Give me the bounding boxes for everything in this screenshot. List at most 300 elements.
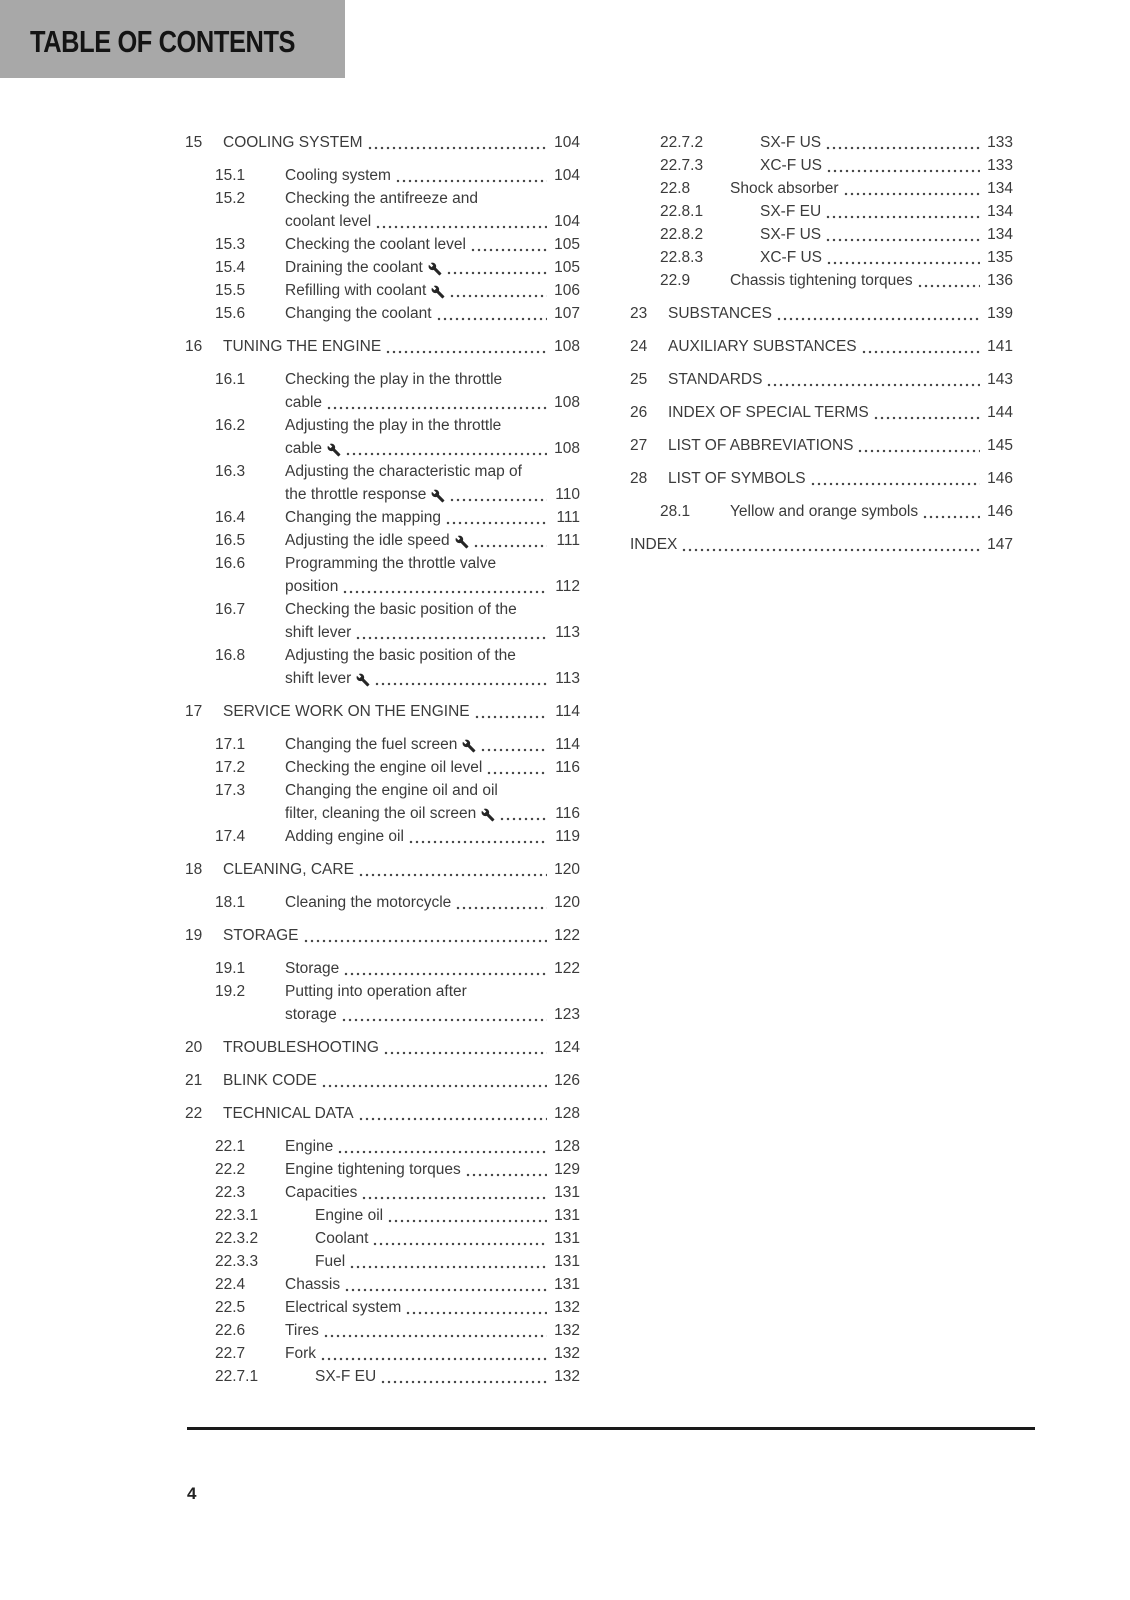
toc-entry-last-line [223, 131, 580, 154]
toc-entry-last-line [285, 1158, 580, 1181]
toc-entry-body [730, 269, 1013, 292]
toc-entry-last-line [315, 1365, 580, 1388]
dotted-leader [405, 1311, 547, 1315]
dotted-leader [449, 294, 547, 298]
dotted-leader [337, 1150, 547, 1154]
toc-entry [185, 414, 580, 460]
toc-entry-number: 27 [630, 437, 648, 454]
toc-entry [185, 529, 580, 552]
toc-entry-page: 104 [554, 167, 580, 184]
toc-entry-body [223, 335, 580, 358]
toc-entry-title-line: STORAGE [223, 927, 299, 944]
toc-entry-number: 17 [185, 703, 203, 720]
toc-entry-number: 22.4 [215, 1276, 246, 1293]
toc-entry-last-line [760, 223, 1013, 246]
toc-entry-body [285, 1319, 580, 1342]
toc-entry-title-line: Adjusting the idle speed [285, 532, 450, 549]
toc-entry-page: 136 [987, 272, 1013, 289]
wrench-icon [356, 673, 370, 687]
toc-entry-number: 22.3 [215, 1184, 246, 1201]
page-title: TABLE OF CONTENTS [30, 24, 296, 59]
toc-entry [630, 467, 1013, 490]
toc-entry [185, 1036, 580, 1059]
toc-entry [185, 825, 580, 848]
toc-entry-title-line: STANDARDS [668, 371, 763, 388]
toc-entry-title-line: BLINK CODE [223, 1072, 317, 1089]
toc-entry [185, 733, 580, 756]
toc-entry-number: 18 [185, 861, 203, 878]
toc-entry [185, 957, 580, 980]
toc-entry-last-line [668, 401, 1013, 424]
dotted-leader [825, 238, 980, 242]
toc-entry-title-line: SUBSTANCES [668, 305, 772, 322]
toc-entry [630, 302, 1013, 325]
toc-entry-title-line: LIST OF ABBREVIATIONS [668, 437, 854, 454]
toc-entry-body [285, 279, 580, 302]
toc-entry-body [668, 401, 1013, 424]
toc-entry-title-line: Adjusting the characteristic map of [285, 463, 522, 480]
toc-entry-last-line [285, 1296, 580, 1319]
toc-entry-title-line: Refilling with coolant [285, 282, 427, 299]
dotted-leader [355, 636, 547, 640]
toc-entry-number: 25 [630, 371, 648, 388]
dotted-leader [367, 146, 547, 150]
toc-entry-title-line: cable [285, 394, 323, 411]
toc-entry-last-line [760, 246, 1013, 269]
toc-entry-last-line [315, 1204, 580, 1227]
toc-entry-page: 104 [554, 134, 580, 151]
toc-entry [185, 598, 580, 644]
toc-entry-last-line [285, 825, 580, 848]
toc-entry-last-line [285, 756, 580, 779]
toc-entry-page: 132 [554, 1345, 580, 1362]
toc-entry [630, 401, 1013, 424]
page-header-banner [0, 0, 345, 78]
toc-entry-title-line: Checking the coolant level [285, 236, 466, 253]
toc-entry-title-line: Chassis tightening torques [730, 272, 913, 289]
toc-entry-page: 120 [554, 861, 580, 878]
toc-entry-last-line [668, 335, 1013, 358]
toc-entry-title-line: Engine tightening torques [285, 1161, 461, 1178]
toc-entry-title-line: Checking the engine oil level [285, 759, 483, 776]
toc-entry-number: 22.7 [215, 1345, 246, 1362]
toc-entry [185, 1365, 580, 1388]
toc-entry-title-line: Adding engine oil [285, 828, 404, 845]
toc-entry-title-line: Electrical system [285, 1299, 402, 1316]
toc-entry-number: 16 [185, 338, 203, 355]
toc-entry [630, 368, 1013, 391]
toc-entry-body [285, 1273, 580, 1296]
toc-entry-page: 110 [555, 486, 580, 503]
toc-entry [185, 644, 580, 690]
toc-entry-last-line [285, 1003, 580, 1026]
toc-entry-title-line: Checking the play in the throttle [285, 371, 503, 388]
toc-entry [185, 552, 580, 598]
toc-entry-last-line [285, 667, 580, 690]
wrench-icon [428, 262, 442, 276]
toc-entry-page: 131 [554, 1230, 580, 1247]
toc-entry-last-line [730, 177, 1013, 200]
toc-entry [630, 246, 1013, 269]
toc-entry-body [285, 164, 580, 187]
toc-entry-page: 123 [554, 1006, 580, 1023]
toc-entry [185, 891, 580, 914]
toc-entry-page: 114 [555, 703, 580, 720]
toc-entry [185, 858, 580, 881]
toc-entry-body [285, 1135, 580, 1158]
toc-entry-number: 24 [630, 338, 648, 355]
toc-entry-title-line: Adjusting the play in the throttle [285, 417, 502, 434]
toc-entry-title-line: Checking the antifreeze and [285, 190, 479, 207]
dotted-leader [343, 972, 547, 976]
toc-entry-page: 104 [554, 213, 580, 230]
dotted-leader [361, 1196, 547, 1200]
toc-entry-number: 21 [185, 1072, 203, 1089]
toc-entry [185, 980, 580, 1026]
dotted-leader [323, 1334, 547, 1338]
toc-entry-page: 145 [987, 437, 1013, 454]
toc-entry-body [285, 414, 580, 460]
toc-entry [185, 700, 580, 723]
toc-entry-number: 22.5 [215, 1299, 246, 1316]
toc-entry-last-line [285, 233, 580, 256]
toc-entry [185, 1135, 580, 1158]
toc-entry-last-line [285, 1319, 580, 1342]
toc-entry-last-line [285, 506, 580, 529]
toc-entry-number: 17.2 [215, 759, 246, 776]
toc-entry [185, 1319, 580, 1342]
toc-entry-page: 144 [987, 404, 1013, 421]
toc-entry-body [285, 733, 580, 756]
toc-entry-body [285, 506, 580, 529]
toc-entry-number: 22.3.2 [215, 1230, 259, 1247]
toc-entry-last-line [285, 733, 580, 756]
toc-entry-title-line: coolant level [285, 213, 372, 230]
toc-entry-page: 106 [554, 282, 580, 299]
dotted-leader [358, 873, 547, 877]
dotted-leader [810, 482, 980, 486]
toc-entry-title-line: SX-F US [760, 226, 822, 243]
dotted-leader [372, 1242, 547, 1246]
dotted-leader [499, 817, 547, 821]
toc-entry-last-line [285, 621, 580, 644]
toc-entry-body [760, 154, 1013, 177]
toc-entry-body [285, 1296, 580, 1319]
toc-entry-page: 124 [554, 1039, 580, 1056]
toc-column-left [185, 131, 580, 1388]
toc-entry-number: 22.6 [215, 1322, 246, 1339]
toc-entry-body [668, 467, 1013, 490]
toc-entry-body [223, 858, 580, 881]
dotted-leader [474, 715, 547, 719]
toc-entry-body [285, 256, 580, 279]
dotted-leader [826, 261, 980, 265]
toc-entry-title-line: Shock absorber [730, 180, 839, 197]
toc-entry-body [285, 756, 580, 779]
dotted-leader [825, 215, 980, 219]
toc-entry-page: 114 [555, 736, 580, 753]
toc-entry-body [315, 1204, 580, 1227]
toc-entry-body [315, 1227, 580, 1250]
toc-entry-number: 17.4 [215, 828, 246, 845]
toc-entry-title-line: Yellow and orange symbols [730, 503, 919, 520]
toc-entry-body [285, 233, 580, 256]
dotted-leader [341, 1018, 547, 1022]
toc-entry-number: 15 [185, 134, 203, 151]
toc-entry-title-line: SX-F US [760, 134, 822, 151]
toc-entry-body [630, 533, 1013, 556]
toc-entry-title-line: SERVICE WORK ON THE ENGINE [223, 703, 470, 720]
dotted-leader [843, 192, 980, 196]
toc-entry [185, 1069, 580, 1092]
toc-entry [630, 533, 1013, 556]
toc-entry [630, 269, 1013, 292]
toc-entry-body [668, 302, 1013, 325]
toc-entry-body [285, 1158, 580, 1181]
toc-entry-title-line: Putting into operation after [285, 983, 467, 1000]
dotted-leader [385, 350, 547, 354]
toc-entry-page: 133 [987, 157, 1013, 174]
toc-entry-last-line [223, 335, 580, 358]
toc-entry-title-line: Changing the coolant [285, 305, 432, 322]
toc-entry-title-line: Cooling system [285, 167, 391, 184]
toc-entry-body [285, 957, 580, 980]
toc-entry [185, 1273, 580, 1296]
toc-entry-page: 105 [554, 236, 580, 253]
toc-entry-number: 16.7 [215, 601, 246, 618]
toc-entry-page: 132 [554, 1299, 580, 1316]
toc-entry-number: 15.4 [215, 259, 246, 276]
toc-entry-number: 16.1 [215, 371, 246, 388]
wrench-icon [462, 739, 476, 753]
toc-entry-body [760, 131, 1013, 154]
toc-entry-body [760, 200, 1013, 223]
toc-entry-page: 120 [554, 894, 580, 911]
toc-entry-body [285, 1342, 580, 1365]
toc-entry [185, 779, 580, 825]
dotted-leader [321, 1084, 547, 1088]
toc-entry-title-line: position [285, 578, 339, 595]
toc-entry-number: 22.7.2 [660, 134, 704, 151]
toc-entry-page: 131 [554, 1184, 580, 1201]
footer-rule [187, 1427, 1035, 1430]
toc-entry-last-line [285, 279, 580, 302]
toc-entry [185, 335, 580, 358]
toc-entry-last-line [285, 1273, 580, 1296]
dotted-leader [776, 317, 980, 321]
toc-entry [185, 1181, 580, 1204]
toc-entry-body [285, 825, 580, 848]
toc-entry-page: 113 [555, 670, 580, 687]
toc-entry-number: 16.3 [215, 463, 246, 480]
toc-entry-page: 146 [987, 503, 1013, 520]
toc-entry-body [730, 500, 1013, 523]
toc-entry-page: 116 [555, 805, 580, 822]
toc-entry-number: 22 [185, 1105, 203, 1122]
toc-entry-last-line [668, 434, 1013, 457]
dotted-leader [873, 416, 980, 420]
toc-entry-last-line [730, 500, 1013, 523]
toc-entry [185, 506, 580, 529]
dotted-leader [383, 1051, 547, 1055]
dotted-leader [681, 548, 980, 552]
toc-entry-last-line [630, 533, 1013, 556]
toc-entry [185, 1250, 580, 1273]
toc-entry [185, 368, 580, 414]
toc-entry-last-line [285, 957, 580, 980]
dotted-leader [826, 169, 980, 173]
toc-entry-title-line: XC-F US [760, 249, 822, 266]
toc-entry-number: 28 [630, 470, 648, 487]
toc-entry-number: 19.1 [215, 960, 246, 977]
toc-entry [630, 500, 1013, 523]
toc-entry-title-line: INDEX [630, 536, 678, 553]
toc-entry [185, 1102, 580, 1125]
toc-entry-body [760, 223, 1013, 246]
toc-entry-title-line: SX-F EU [760, 203, 822, 220]
toc-entry-number: 16.6 [215, 555, 246, 572]
toc-entry-last-line [223, 700, 580, 723]
toc-entry-number: 15.6 [215, 305, 246, 322]
toc-entry-last-line [285, 210, 580, 233]
toc-entry-number: 15.5 [215, 282, 246, 299]
wrench-icon [481, 808, 495, 822]
toc-entry-number: 22.7.1 [215, 1368, 259, 1385]
toc-entry-number: 22.1 [215, 1138, 246, 1155]
toc-entry-body [223, 924, 580, 947]
toc-entry [630, 223, 1013, 246]
toc-entry-body [668, 434, 1013, 457]
toc-column-right [630, 131, 1013, 1388]
toc-entry-body [315, 1365, 580, 1388]
toc-entry-page: 134 [987, 180, 1013, 197]
toc-entry-page: 122 [554, 960, 580, 977]
toc-entry-page: 131 [554, 1207, 580, 1224]
toc-entry-page: 134 [987, 203, 1013, 220]
toc-entry-body [285, 980, 580, 1026]
wrench-icon [327, 443, 341, 457]
toc-entry-page: 112 [555, 578, 580, 595]
toc-entry-number: 22.3.1 [215, 1207, 259, 1224]
toc-entry-number: 16.5 [215, 532, 246, 549]
toc-entry-last-line [223, 1069, 580, 1092]
dotted-leader [449, 498, 547, 502]
toc-entry-last-line [730, 269, 1013, 292]
toc-entry-title-line: Capacities [285, 1184, 358, 1201]
toc-entry [630, 434, 1013, 457]
toc-entry [185, 302, 580, 325]
toc-entry-title-line: Engine oil [315, 1207, 384, 1224]
dotted-leader [486, 771, 547, 775]
toc-entry-page: 143 [987, 371, 1013, 388]
toc-entry-last-line [760, 154, 1013, 177]
toc-entry-body [285, 529, 580, 552]
toc-entry-body [730, 177, 1013, 200]
toc-entry [630, 154, 1013, 177]
toc-entry-number: 15.3 [215, 236, 246, 253]
toc-entry [630, 200, 1013, 223]
toc-entry-title-line: TROUBLESHOOTING [223, 1039, 379, 1056]
toc-entry-page: 147 [987, 536, 1013, 553]
toc-entry-last-line [285, 529, 580, 552]
toc-entry [185, 187, 580, 233]
toc-entry-title-line: Tires [285, 1322, 319, 1339]
dotted-leader [408, 840, 547, 844]
toc-entry [185, 1204, 580, 1227]
toc-entry-body [223, 1069, 580, 1092]
toc-entry [185, 756, 580, 779]
toc-entry-body [285, 552, 580, 598]
toc-entry-body [760, 246, 1013, 269]
toc-entry-body [668, 368, 1013, 391]
toc-entry-number: 22.8 [660, 180, 691, 197]
toc-entry-body [285, 779, 580, 825]
toc-entry-title-line: Cleaning the motorcycle [285, 894, 452, 911]
toc-entry-last-line [285, 437, 580, 460]
toc-entry-title-line: shift lever [285, 670, 352, 687]
toc-entry-last-line [285, 891, 580, 914]
dotted-leader [326, 406, 547, 410]
dotted-leader [345, 452, 547, 456]
toc-entry-title-line: Engine [285, 1138, 334, 1155]
toc-entry-body [285, 598, 580, 644]
toc-entry-page: 107 [554, 305, 580, 322]
toc-entry-title-line: LIST OF SYMBOLS [668, 470, 806, 487]
table-of-contents [185, 131, 1013, 1388]
toc-entry-title-line: Changing the mapping [285, 509, 441, 526]
toc-entry-number: 15.2 [215, 190, 246, 207]
toc-entry [185, 924, 580, 947]
toc-entry-number: 16.8 [215, 647, 246, 664]
toc-entry-page: 128 [554, 1138, 580, 1155]
toc-entry-page: 129 [554, 1161, 580, 1178]
toc-entry [185, 233, 580, 256]
dotted-leader [455, 906, 547, 910]
toc-entry-title-line: INDEX OF SPECIAL TERMS [668, 404, 869, 421]
toc-entry-page: 134 [987, 226, 1013, 243]
toc-entry-last-line [285, 1135, 580, 1158]
toc-entry-number: 19.2 [215, 983, 246, 1000]
dotted-leader [465, 1173, 547, 1177]
toc-entry-body [285, 302, 580, 325]
dotted-leader [387, 1219, 547, 1223]
toc-entry-page: 122 [554, 927, 580, 944]
toc-entry-page: 111 [556, 509, 580, 526]
toc-entry [185, 131, 580, 154]
toc-entry-page: 132 [554, 1322, 580, 1339]
toc-entry-number: 22.7.3 [660, 157, 704, 174]
toc-entry-last-line [223, 1102, 580, 1125]
toc-entry-title-line: XC-F US [760, 157, 822, 174]
dotted-leader [825, 146, 980, 150]
toc-entry [185, 1342, 580, 1365]
dotted-leader [344, 1288, 547, 1292]
toc-entry-page: 116 [555, 759, 580, 776]
toc-entry-number: 18.1 [215, 894, 246, 911]
toc-entry-title-line: Changing the engine oil and oil [285, 782, 498, 799]
toc-entry-number: 15.1 [215, 167, 246, 184]
toc-entry [185, 256, 580, 279]
toc-entry-page: 128 [554, 1105, 580, 1122]
toc-entry-last-line [285, 802, 580, 825]
toc-entry-page: 133 [987, 134, 1013, 151]
toc-entry-body [223, 1102, 580, 1125]
toc-entry-title-line: TUNING THE ENGINE [223, 338, 382, 355]
toc-entry-number: 16.2 [215, 417, 246, 434]
dotted-leader [446, 271, 547, 275]
toc-entry-last-line [223, 924, 580, 947]
dotted-leader [374, 682, 547, 686]
